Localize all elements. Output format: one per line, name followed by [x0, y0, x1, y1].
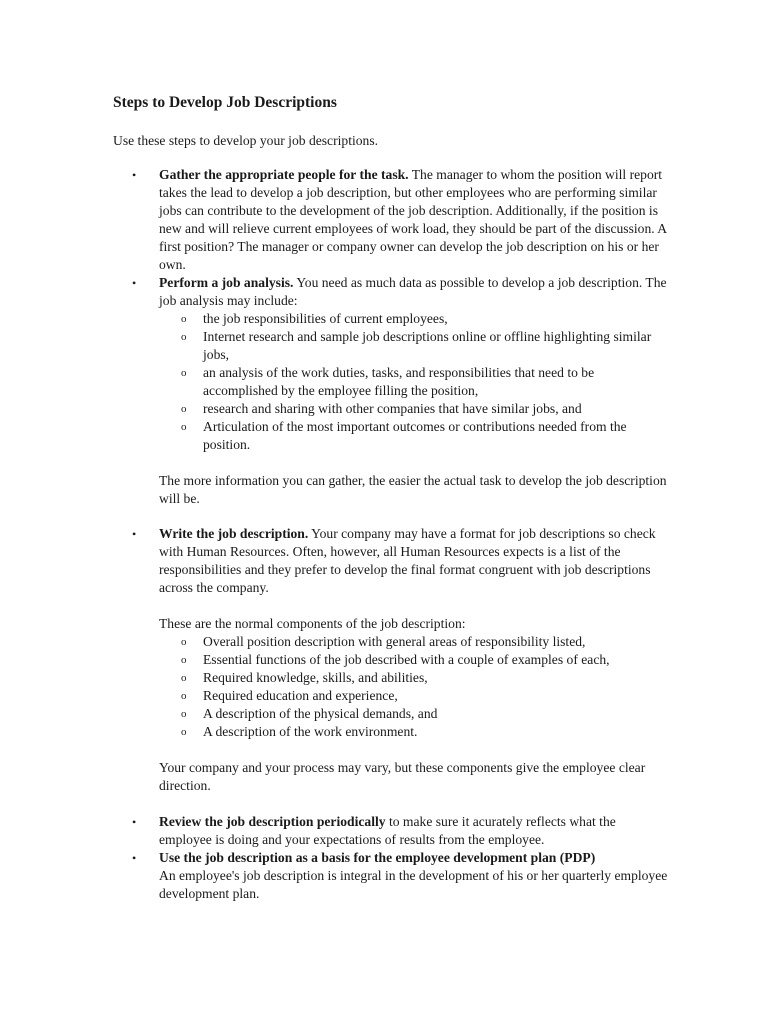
steps-list: [113, 166, 668, 903]
intro-paragraph: Use these steps to develop your job descriptions.: [113, 133, 379, 148]
step-job-analysis: [113, 274, 668, 525]
step-gather-people: [113, 166, 668, 274]
list-item: o research and sharing with other companies that have similar jobs, and: [181, 401, 582, 416]
bullet-glyph: •: [132, 527, 137, 541]
bullet-glyph: •: [132, 168, 137, 182]
sub-bullet-glyph: o: [181, 672, 187, 684]
sub-bullet-glyph: o: [181, 636, 187, 648]
spacer: [159, 454, 668, 472]
document-title: Steps to Develop Job Descriptions: [113, 94, 337, 111]
step-text: The manager to whom the position will report takes the lead to develop a job description, but other employees who are performing similar jobs can contribute to the development of the job description. Additionally, if the position is new and will relieve current employees of work load, they should be part of the discussion. A first position? The manager or company owner can develop the job description on his or her own.: [159, 167, 667, 272]
step-heading: Gather the appropriate people for the task.: [159, 167, 409, 182]
spacer: [159, 741, 668, 759]
step-followup: The more information you can gather, the easier the actual task to develop the job description will be.: [159, 473, 667, 506]
sub-bullet-glyph: o: [181, 403, 187, 415]
step-development-plan: [113, 849, 668, 903]
step-text: You need as much data as possible to develop a job description. The job analysis may include:: [159, 275, 667, 308]
list-item: o Essential functions of the job described with a couple of examples of each,: [181, 652, 610, 667]
list-item: o Required education and experience,: [181, 688, 398, 703]
bullet-glyph: •: [132, 276, 137, 290]
list-item: o Articulation of the most important outcomes or contributions needed from the position.: [181, 419, 627, 452]
list-item: o the job responsibilities of current employees,: [181, 311, 448, 326]
step-heading: Write the job description.: [159, 526, 309, 541]
list-item: o Required knowledge, skills, and abilities,: [181, 670, 428, 685]
sub-bullet-glyph: o: [181, 331, 187, 343]
list-item: o A description of the physical demands, and: [181, 706, 438, 721]
spacer: [159, 795, 668, 813]
list-item: o A description of the work environment.: [181, 724, 418, 739]
step-write-description: [113, 525, 668, 813]
step-heading: Perform a job analysis.: [159, 275, 294, 290]
list-item: o Overall position description with general areas of responsibility listed,: [181, 634, 586, 649]
sub-bullet-glyph: o: [181, 421, 187, 433]
sub-bullet-glyph: o: [181, 690, 187, 702]
components-lead: These are the normal components of the job description:: [159, 616, 466, 631]
job-analysis-items: [159, 310, 668, 454]
bullet-glyph: •: [132, 815, 137, 829]
step-heading: Review the job description periodically: [159, 814, 386, 829]
list-item: o Internet research and sample job descriptions online or offline highlighting similar jobs,: [181, 329, 652, 362]
sub-bullet-glyph: o: [181, 367, 187, 379]
components-items: [159, 633, 668, 741]
sub-bullet-glyph: o: [181, 313, 187, 325]
step-text: An employee's job description is integral in the development of his or her quarterly employee development plan.: [159, 868, 668, 901]
list-item: o an analysis of the work duties, tasks, and responsibilities that need to be accomplished by the employee filling the position,: [181, 365, 595, 398]
step-heading: Use the job description as a basis for the employee development plan (PDP): [159, 850, 596, 865]
spacer: [159, 508, 668, 525]
step-followup: Your company and your process may vary, but these components give the employee clear direction.: [159, 760, 646, 793]
spacer: [159, 597, 668, 615]
sub-bullet-glyph: o: [181, 654, 187, 666]
step-text: Your company may have a format for job descriptions so check with Human Resources. Often, however, all Human Resources expects is a list of the responsibilities and they prefer to develop the final format congruent with job descriptions across the company.: [159, 526, 656, 595]
sub-bullet-glyph: o: [181, 726, 187, 738]
bullet-glyph: •: [132, 851, 137, 865]
step-review-periodically: [113, 813, 668, 849]
sub-bullet-glyph: o: [181, 708, 187, 720]
step-text: to make sure it acurately reflects what the employee is doing and your expectations of results from the employee.: [159, 814, 616, 847]
